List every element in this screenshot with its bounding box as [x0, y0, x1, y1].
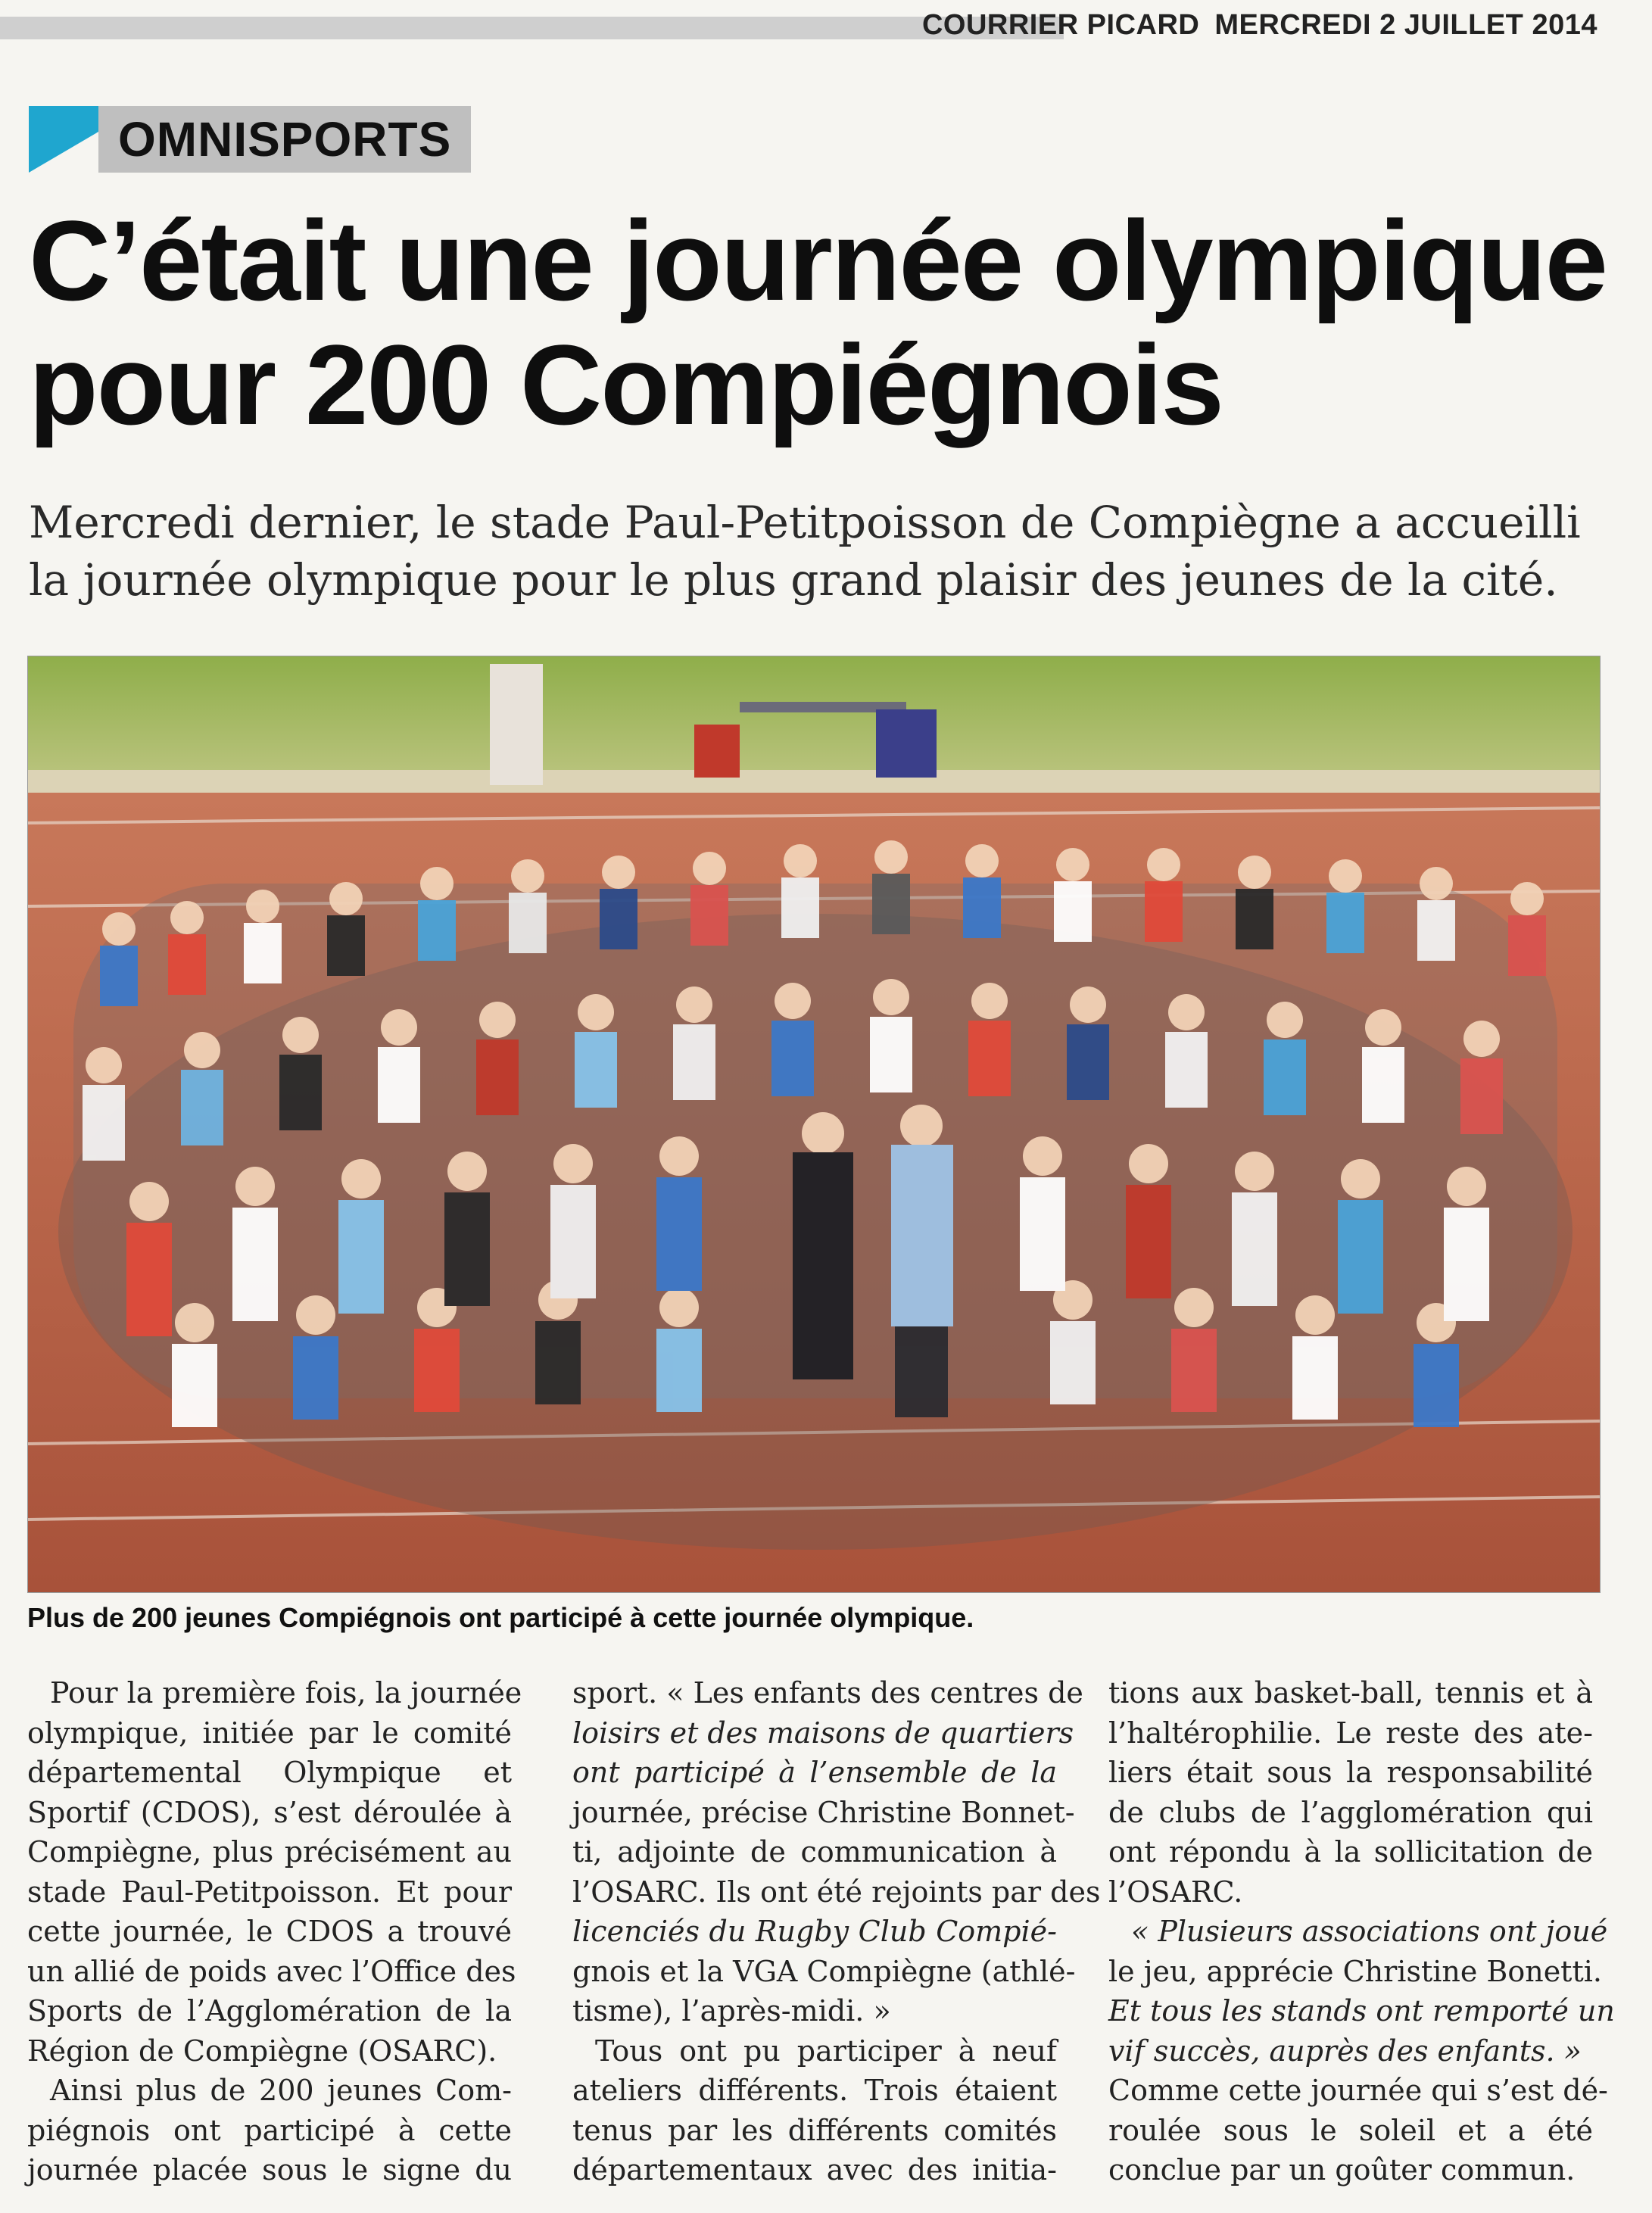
body-line: Compiègne, plus précisément au — [27, 1835, 512, 1869]
body-line: journée placée sous le signe du — [27, 2153, 512, 2187]
article-standfirst — [29, 494, 1604, 609]
body-line: l’OSARC. Ils ont été rejoints par des — [572, 1875, 1101, 1909]
body-line: de clubs de l’agglomération qui — [1108, 1795, 1593, 1829]
body-line: liers était sous la responsabilité — [1108, 1756, 1593, 1789]
headline-line-2: pour 200 Compiégnois — [29, 321, 1223, 448]
body-line: le jeu, apprécie Christine Bonetti. — [1108, 1954, 1602, 1988]
body-line: vif succès, auprès des enfants. » — [1108, 2034, 1582, 2068]
body-line: Région de Compiègne (OSARC). — [27, 2034, 497, 2068]
body-line: loisirs et des maisons de quartiers — [572, 1716, 1074, 1750]
masthead — [907, 9, 1597, 42]
body-line: conclue par un goûter commun. — [1108, 2153, 1576, 2187]
article-body — [27, 1673, 1615, 2196]
article-headline — [29, 198, 1619, 447]
body-line: l’haltérophilie. Le reste des ate- — [1108, 1716, 1593, 1750]
body-column-2 — [572, 1673, 1101, 2190]
body-column-1 — [27, 1673, 522, 2190]
standfirst-line-1: Mercredi dernier, le stade Paul-Petitpoisson de Compiègne a accueilli — [29, 497, 1581, 548]
body-line: Et tous les stands ont remporté un — [1108, 1994, 1615, 2028]
body-line: Ainsi plus de 200 jeunes Com- — [50, 2074, 512, 2107]
body-line: Pour la première fois, la journée — [50, 1676, 522, 1710]
body-line: Sportif (CDOS), s’est déroulée à — [27, 1795, 512, 1829]
body-line: sport. « Les enfants des centres de — [572, 1676, 1083, 1710]
body-line: Comme cette journée qui s’est dé- — [1108, 2074, 1608, 2107]
body-line: ont participé à l’ensemble de la — [572, 1756, 1057, 1789]
photo-caption: Plus de 200 jeunes Compiégnois ont participé à cette journée olympique. — [27, 1602, 974, 1633]
body-line: cette journée, le CDOS a trouvé — [27, 1915, 512, 1948]
headline-line-1: C’était une journée olympique — [29, 197, 1607, 324]
body-line: roulée sous le soleil et a été — [1108, 2113, 1593, 2147]
body-column-3 — [1108, 1673, 1615, 2190]
issue-date: MERCREDI 2 JUILLET 2014 — [1214, 9, 1597, 41]
masthead-rule — [0, 17, 1064, 39]
newspaper-name: COURRIER PICARD — [921, 9, 1200, 41]
body-line: stade Paul-Petitpoisson. Et pour — [27, 1875, 512, 1909]
body-line: ont répondu à la sollicitation de — [1108, 1835, 1593, 1869]
body-line: piégnois ont participé à cette — [27, 2113, 512, 2147]
standfirst-line-2: la journée olympique pour le plus grand plaisir des jeunes de la cité. — [29, 554, 1558, 606]
body-line: tenus par les différents comités — [572, 2113, 1057, 2147]
body-line: gnois et la VGA Compiègne (athlé- — [572, 1954, 1076, 1988]
body-line: tisme), l’après-midi. » — [572, 1994, 891, 2028]
body-line: ti, adjointe de communication à — [572, 1835, 1057, 1869]
body-line: « Plusieurs associations ont joué — [1131, 1915, 1608, 1948]
body-line: Sports de l’Agglomération de la — [27, 1994, 512, 2028]
body-line: départemental Olympique et — [27, 1756, 512, 1789]
body-line: ateliers différents. Trois étaient — [572, 2074, 1057, 2107]
rubric-label: OMNISPORTS — [98, 106, 471, 173]
body-line: un allié de poids avec l’Office des — [27, 1954, 516, 1988]
body-line: tions aux basket-ball, tennis et à — [1108, 1676, 1593, 1710]
body-line: olympique, initiée par le comité — [27, 1716, 512, 1750]
body-line: Tous ont pu participer à neuf — [595, 2034, 1057, 2068]
body-line: journée, précise Christine Bonnet- — [572, 1795, 1075, 1829]
group-photo — [27, 656, 1601, 1593]
section-rubric — [29, 106, 452, 173]
body-line: départementaux avec des initia- — [572, 2153, 1057, 2187]
group-photo-illustration — [28, 656, 1600, 1592]
body-line: licenciés du Rugby Club Compié- — [572, 1915, 1057, 1948]
body-line: l’OSARC. — [1108, 1875, 1243, 1909]
